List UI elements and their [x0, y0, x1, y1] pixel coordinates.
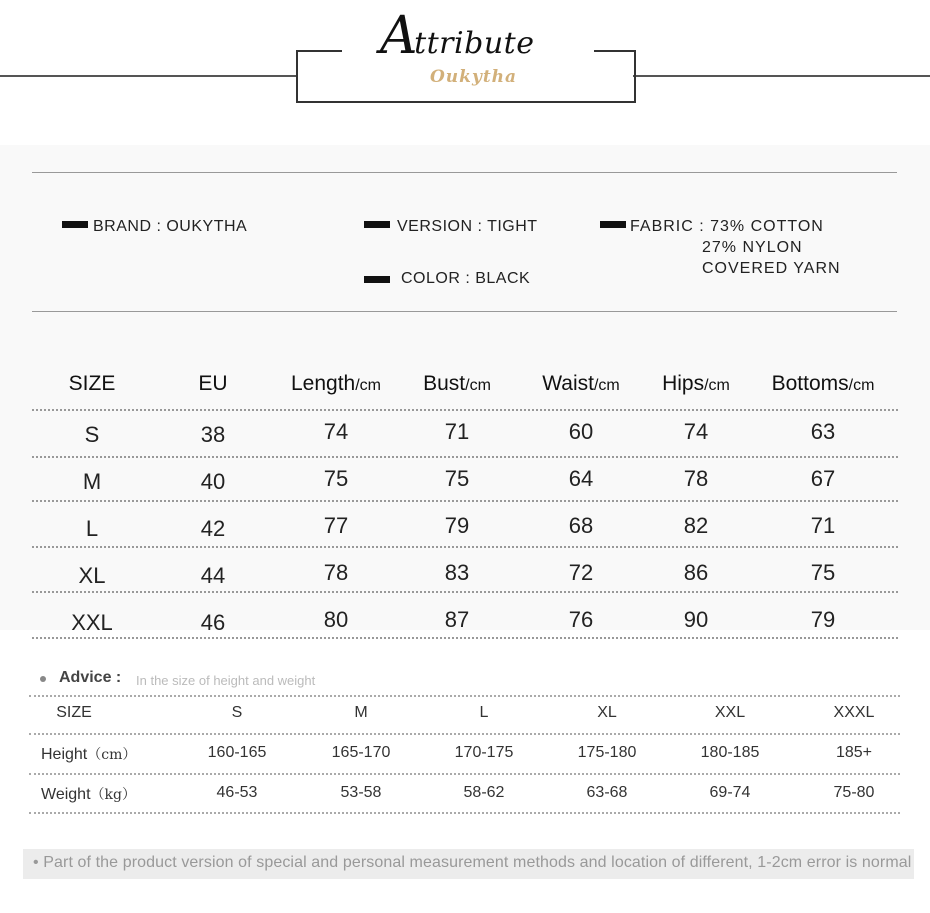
advice-cell: 63-68: [586, 784, 628, 801]
advice-cell: 75-80: [833, 784, 875, 801]
size-table-header-3: [387, 372, 527, 396]
size-table-cell: 68: [568, 513, 594, 538]
attribute-rule-top: [32, 172, 897, 173]
advice-row-unit: （cm）: [87, 747, 137, 763]
size-table-cell: 78: [323, 560, 349, 585]
size-table-cell: 74: [683, 419, 709, 444]
header-rule-right: [633, 75, 930, 77]
size-table-cell: 79: [444, 513, 470, 538]
page-title: [380, 6, 580, 66]
advice-row-label-text: Weight: [41, 786, 91, 803]
header-frame-top-left: [296, 50, 342, 52]
size-table-header-5: [626, 372, 766, 396]
title-rest: ttribute: [414, 26, 535, 61]
header-unit: /cm: [593, 377, 620, 394]
header-label: Bottoms: [771, 372, 849, 395]
size-table-cell: 77: [323, 513, 349, 538]
size-table-cell: 79: [810, 607, 836, 632]
advice-row-label: [41, 784, 136, 804]
advice-divider: [29, 773, 900, 775]
advice-cell: 46-53: [216, 784, 258, 801]
size-table-divider: [32, 637, 898, 639]
size-table-cell: XL: [78, 563, 106, 588]
size-table-cell: 75: [323, 466, 349, 491]
size-table-cell: M: [82, 469, 102, 494]
attr-fabric-line-1: FABRIC : 73% COTTON: [630, 218, 824, 235]
size-table-cell: 76: [568, 607, 594, 632]
header-label: Waist: [542, 372, 594, 395]
attr-brand: BRAND : OUKYTHA: [93, 218, 248, 235]
header-label: SIZE: [68, 372, 116, 395]
advice-header-5: XXL: [714, 704, 746, 721]
advice-cell: 170-175: [454, 744, 514, 761]
header-rule-left: [0, 75, 297, 77]
size-table-header-1: [143, 372, 283, 396]
size-table-cell: 72: [568, 560, 594, 585]
version-marker: [364, 221, 390, 228]
size-table-cell: 44: [200, 563, 226, 588]
size-table-divider: [32, 456, 898, 458]
size-table-cell: 40: [200, 469, 226, 494]
advice-divider: [29, 733, 900, 735]
size-table-header-6: [753, 372, 893, 396]
size-table-cell: 60: [568, 419, 594, 444]
advice-row-unit: （kg）: [90, 787, 136, 803]
size-table-cell: 87: [444, 607, 470, 632]
advice-header-2: M: [354, 704, 368, 721]
size-table-header-2: [266, 372, 406, 396]
advice-row-label-text: Height: [41, 746, 88, 763]
header-unit: /cm: [704, 377, 730, 394]
color-marker: [364, 276, 390, 283]
size-table-cell: 74: [323, 419, 349, 444]
attr-fabric-line-2: 27% NYLON: [702, 239, 803, 256]
size-table-cell: 71: [810, 513, 836, 538]
size-table-cell: 78: [683, 466, 709, 491]
size-table-divider: [32, 546, 898, 548]
advice-subtitle: In the size of height and weight: [136, 673, 316, 688]
brand-marker: [62, 221, 88, 228]
size-table-cell: 63: [810, 419, 836, 444]
advice-cell: 160-165: [207, 744, 267, 761]
header-label: Hips: [662, 372, 705, 395]
size-table-divider: [32, 500, 898, 502]
size-table-cell: 82: [683, 513, 709, 538]
size-table-cell: 90: [683, 607, 709, 632]
size-table-cell: L: [85, 516, 99, 541]
size-table-divider: [32, 409, 898, 411]
size-table-cell: 64: [568, 466, 594, 491]
header-unit: /cm: [848, 377, 875, 394]
advice-divider: [29, 812, 900, 814]
header-frame-top-right: [594, 50, 634, 52]
brand-subtitle: Oukytha: [430, 67, 518, 87]
advice-title: Advice :: [59, 669, 122, 686]
fabric-marker: [600, 221, 626, 228]
advice-divider: [29, 695, 900, 697]
advice-header-3: L: [479, 704, 489, 721]
header-label: Bust: [423, 372, 466, 395]
advice-cell: 58-62: [463, 784, 505, 801]
header-unit: /cm: [355, 377, 381, 394]
advice-cell: 180-185: [700, 744, 760, 761]
advice-row-label: [41, 744, 136, 764]
footer-note: • Part of the product version of special and personal measurement methods and location of different, 1-2cm error is normal: [33, 854, 912, 871]
size-table-divider: [32, 591, 898, 593]
size-table-cell: 38: [200, 422, 226, 447]
size-table-cell: 75: [810, 560, 836, 585]
attr-version: VERSION : TIGHT: [397, 218, 538, 235]
advice-cell: 69-74: [709, 784, 751, 801]
header-label: Length: [290, 372, 356, 395]
advice-cell: 165-170: [331, 744, 391, 761]
attribute-rule-bottom: [32, 311, 897, 312]
header-label: EU: [198, 372, 228, 395]
header-unit: /cm: [465, 377, 491, 394]
title-initial: A: [380, 6, 419, 66]
size-table-cell: S: [84, 422, 100, 447]
advice-cell: 185+: [835, 744, 873, 761]
advice-header-1: S: [231, 704, 243, 721]
size-table-cell: 75: [444, 466, 470, 491]
advice-header-4: XL: [597, 704, 617, 721]
attr-color: COLOR : BLACK: [401, 270, 531, 287]
advice-cell: 53-58: [340, 784, 382, 801]
advice-bullet: [40, 676, 46, 682]
size-table-cell: 46: [200, 610, 226, 635]
advice-cell: 175-180: [577, 744, 637, 761]
size-table-header-0: [22, 372, 162, 396]
size-table-cell: 86: [683, 560, 709, 585]
size-table-cell: XXL: [71, 610, 113, 635]
size-table-cell: 83: [444, 560, 470, 585]
attr-fabric-line-3: COVERED YARN: [702, 260, 841, 277]
size-table-cell: 80: [323, 607, 349, 632]
advice-header-0: SIZE: [56, 704, 92, 721]
size-table-cell: 67: [810, 466, 836, 491]
size-table-cell: 42: [200, 516, 226, 541]
advice-header-6: XXXL: [833, 704, 875, 721]
size-table-cell: 71: [444, 419, 470, 444]
